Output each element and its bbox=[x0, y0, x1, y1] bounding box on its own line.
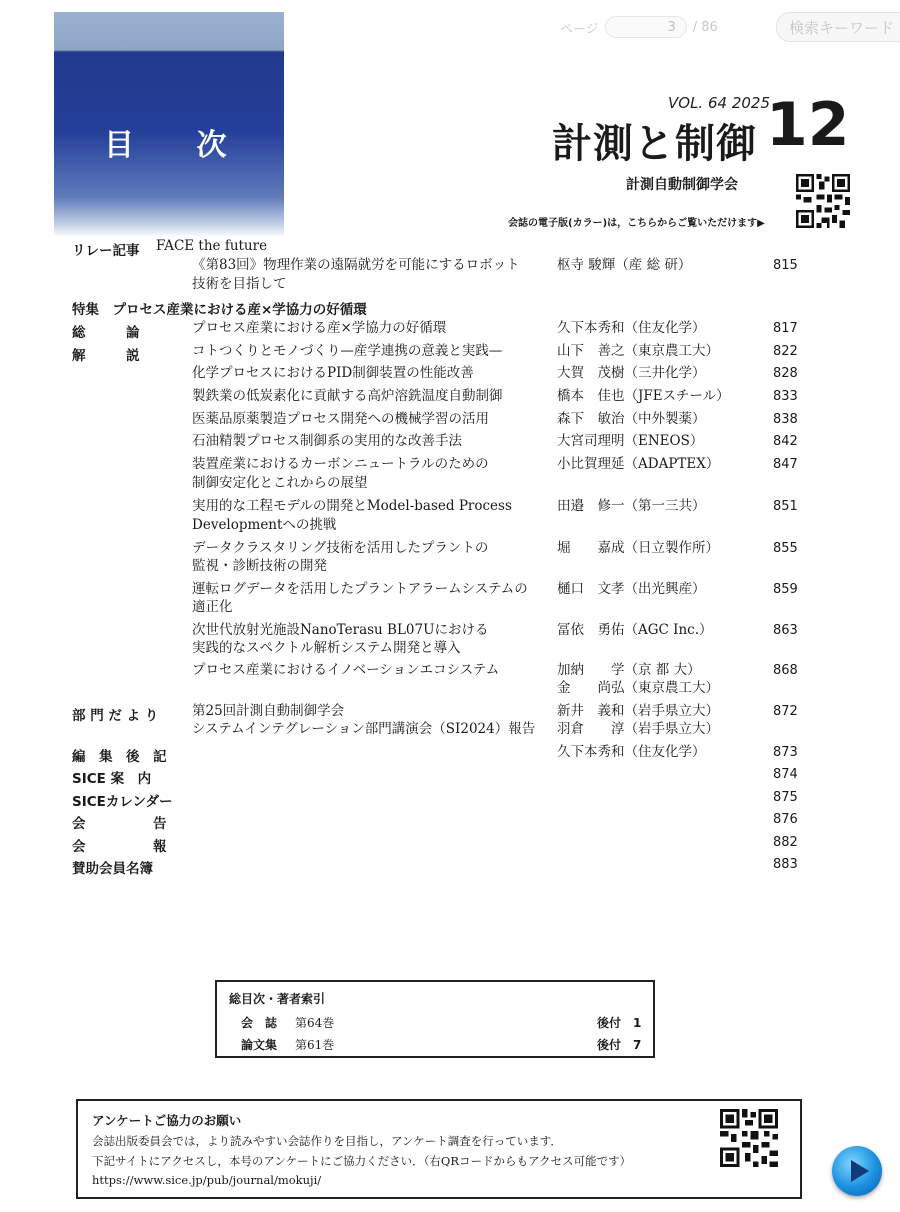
article-page[interactable]: 863 bbox=[773, 623, 798, 638]
society-name: 計測自動制御学会 bbox=[626, 177, 738, 193]
division-page[interactable]: 872 bbox=[773, 704, 798, 719]
search-input[interactable] bbox=[776, 12, 900, 42]
article-page[interactable]: 847 bbox=[773, 457, 798, 472]
article-page[interactable]: 838 bbox=[773, 412, 798, 427]
category-division: 部 門 だ よ り bbox=[72, 708, 159, 724]
division-title-line-2[interactable]: システムインテグレーション部門講演会（SI2024）報告 bbox=[192, 721, 536, 737]
qr-code-icon[interactable] bbox=[720, 1109, 778, 1167]
category-supporting-members: 賛助会員名簿 bbox=[72, 861, 153, 877]
article-title[interactable]: 医薬品原薬製造プロセス開発への機械学習の活用 bbox=[192, 411, 489, 427]
total-pages: / 86 bbox=[692, 19, 718, 35]
article-title[interactable]: 石油精製プロセス制御系の実用的な改善手法 bbox=[192, 433, 462, 449]
index-box-title: 総目次・著者索引 bbox=[229, 992, 326, 1006]
relay-title-line-1[interactable]: 《第83回》物理作業の遠隔就労を可能にするロボット bbox=[192, 257, 520, 273]
article-page[interactable]: 859 bbox=[773, 582, 798, 597]
category-relay: リレー記事 bbox=[72, 243, 140, 259]
relay-series: FACE the future bbox=[156, 238, 268, 254]
article-title[interactable]: 製鉄業の低炭素化に貢献する高炉溶銑温度自動制御 bbox=[192, 388, 503, 404]
article-title-line-2[interactable]: 適正化 bbox=[192, 599, 233, 615]
article-author-1: 加納 学（京 都 大） bbox=[557, 662, 701, 678]
article-author-2: 金 尚弘（東京農工大） bbox=[557, 680, 719, 696]
article-page[interactable]: 855 bbox=[773, 541, 798, 556]
volume-label: VOL. 64 2025 bbox=[668, 94, 770, 112]
survey-text-line-2: 下記サイトにアクセスし，本号のアンケートにご協力ください．（右QRコードからもアクセス可能です） bbox=[92, 1154, 632, 1168]
survey-box bbox=[76, 1099, 802, 1199]
division-author-2: 羽倉 淳（岩手県立大） bbox=[557, 721, 719, 737]
relay-page[interactable]: 815 bbox=[773, 258, 798, 273]
overview-page[interactable]: 817 bbox=[773, 321, 798, 336]
sice-calendar-page[interactable]: 875 bbox=[773, 790, 798, 805]
supporting-members-page[interactable]: 883 bbox=[773, 857, 798, 872]
announcements-page[interactable]: 876 bbox=[773, 812, 798, 827]
index-box bbox=[215, 980, 655, 1058]
article-page[interactable]: 851 bbox=[773, 499, 798, 514]
page-number-input[interactable] bbox=[605, 16, 687, 38]
survey-title: アンケートご協力のお願い bbox=[92, 1113, 242, 1128]
search-placeholder: 検索キーワード bbox=[789, 18, 895, 37]
index-row-volume: 第64巻 bbox=[295, 1016, 335, 1030]
article-author: 樋口 文孝（出光興産） bbox=[557, 581, 706, 597]
article-page[interactable]: 828 bbox=[773, 366, 798, 381]
category-announcements: 会 告 bbox=[72, 816, 167, 832]
page-indicator bbox=[560, 14, 718, 40]
index-row-label: 会 誌 bbox=[241, 1016, 278, 1030]
article-title[interactable]: プロセス産業におけるイノベーションエコシステム bbox=[192, 662, 500, 678]
article-title-line-1[interactable]: 装置産業におけるカーボンニュートラルのための bbox=[192, 456, 489, 472]
relay-title-line-2[interactable]: 技術を目指して bbox=[192, 276, 287, 292]
division-title-line-1[interactable]: 第25回計測自動制御学会 bbox=[192, 703, 345, 719]
article-author: 山下 善之（東京農工大） bbox=[557, 343, 719, 359]
article-author: 森下 敏治（中外製薬） bbox=[557, 411, 706, 427]
category-sice-guide: SICE 案 内 bbox=[72, 771, 152, 787]
index-row-ref[interactable]: 後付 7 bbox=[597, 1038, 642, 1052]
category-society-news: 会 報 bbox=[72, 839, 167, 855]
society-news-page[interactable]: 882 bbox=[773, 835, 798, 850]
article-title-line-1[interactable]: 実用的な工程モデルの開発とModel-based Process bbox=[192, 498, 512, 514]
article-author: 冨依 勇佑（AGC Inc.） bbox=[557, 622, 713, 638]
overview-author: 久下本秀和（住友化学） bbox=[557, 320, 706, 336]
toc-title: 目 次 bbox=[104, 128, 253, 163]
article-title[interactable]: コトつくりとモノづくり—産学連携の意義と実践— bbox=[192, 343, 503, 359]
article-title-line-1[interactable]: 次世代放射光施設NanoTerasu BL07Uにおける bbox=[192, 622, 489, 638]
article-title-line-2[interactable]: Developmentへの挑戦 bbox=[192, 517, 337, 533]
play-icon bbox=[832, 1146, 882, 1196]
overview-title[interactable]: プロセス産業における産×学協力の好循環 bbox=[192, 320, 447, 336]
article-author: 小比賀理延（ADAPTEX） bbox=[557, 456, 720, 472]
article-title-line-1[interactable]: 運転ログデータを活用したプラントアラームシステムの bbox=[192, 581, 528, 597]
article-author: 大宮司理明（ENEOS） bbox=[557, 433, 704, 449]
article-title-line-2[interactable]: 制御安定化とこれからの展望 bbox=[192, 475, 368, 491]
index-row-label: 論文集 bbox=[241, 1038, 278, 1052]
special-feature-header: 特集 プロセス産業における産×学協力の好循環 bbox=[72, 302, 367, 318]
survey-url-link[interactable]: https://www.sice.jp/pub/journal/mokuji/ bbox=[92, 1173, 322, 1187]
article-title-line-2[interactable]: 実践的なスペクトル解析システム開発と導入 bbox=[192, 640, 461, 656]
index-row-ref[interactable]: 後付 1 bbox=[597, 1016, 642, 1030]
next-page-button[interactable] bbox=[832, 1146, 882, 1196]
article-page[interactable]: 842 bbox=[773, 434, 798, 449]
article-author: 堀 嘉成（日立製作所） bbox=[557, 540, 719, 556]
category-sice-calendar: SICEカレンダー bbox=[72, 794, 173, 810]
division-author-1: 新井 義和（岩手県立大） bbox=[557, 703, 719, 719]
category-overview: 総 論 bbox=[72, 325, 140, 341]
article-title-line-2[interactable]: 監視・診断技術の開発 bbox=[192, 558, 327, 574]
editorial-page[interactable]: 873 bbox=[773, 745, 798, 760]
article-page[interactable]: 822 bbox=[773, 344, 798, 359]
article-author: 大賀 茂樹（三井化学） bbox=[557, 365, 706, 381]
category-editorial: 編 集 後 記 bbox=[72, 749, 167, 765]
article-page[interactable]: 868 bbox=[773, 663, 798, 678]
page-label: ページ bbox=[560, 21, 599, 37]
article-author: 橋本 佳也（JFEスチール） bbox=[557, 388, 730, 404]
article-page[interactable]: 833 bbox=[773, 389, 798, 404]
article-title[interactable]: 化学プロセスにおけるPID制御装置の性能改善 bbox=[192, 365, 474, 381]
issue-number: 12 bbox=[766, 90, 850, 160]
survey-text-line-1: 会誌出版委員会では，より読みやすい会誌作りを目指し，アンケート調査を行っています． bbox=[92, 1134, 562, 1148]
article-author: 田邉 修一（第一三共） bbox=[557, 498, 706, 514]
article-title-line-1[interactable]: データクラスタリング技術を活用したプラントの bbox=[192, 540, 489, 556]
index-row-volume: 第61巻 bbox=[295, 1038, 335, 1052]
color-edition-note: 会誌の電子版(カラー)は，こちらからご覧いただけます▶ bbox=[508, 218, 765, 229]
category-commentary: 解 説 bbox=[72, 348, 140, 364]
sice-guide-page[interactable]: 874 bbox=[773, 767, 798, 782]
relay-author: 枢寺 駿輝（産 総 研） bbox=[557, 257, 692, 273]
magazine-title: 計測と制御 bbox=[552, 121, 757, 167]
editorial-author: 久下本秀和（住友化学） bbox=[557, 744, 706, 760]
qr-code-icon[interactable] bbox=[796, 174, 850, 228]
